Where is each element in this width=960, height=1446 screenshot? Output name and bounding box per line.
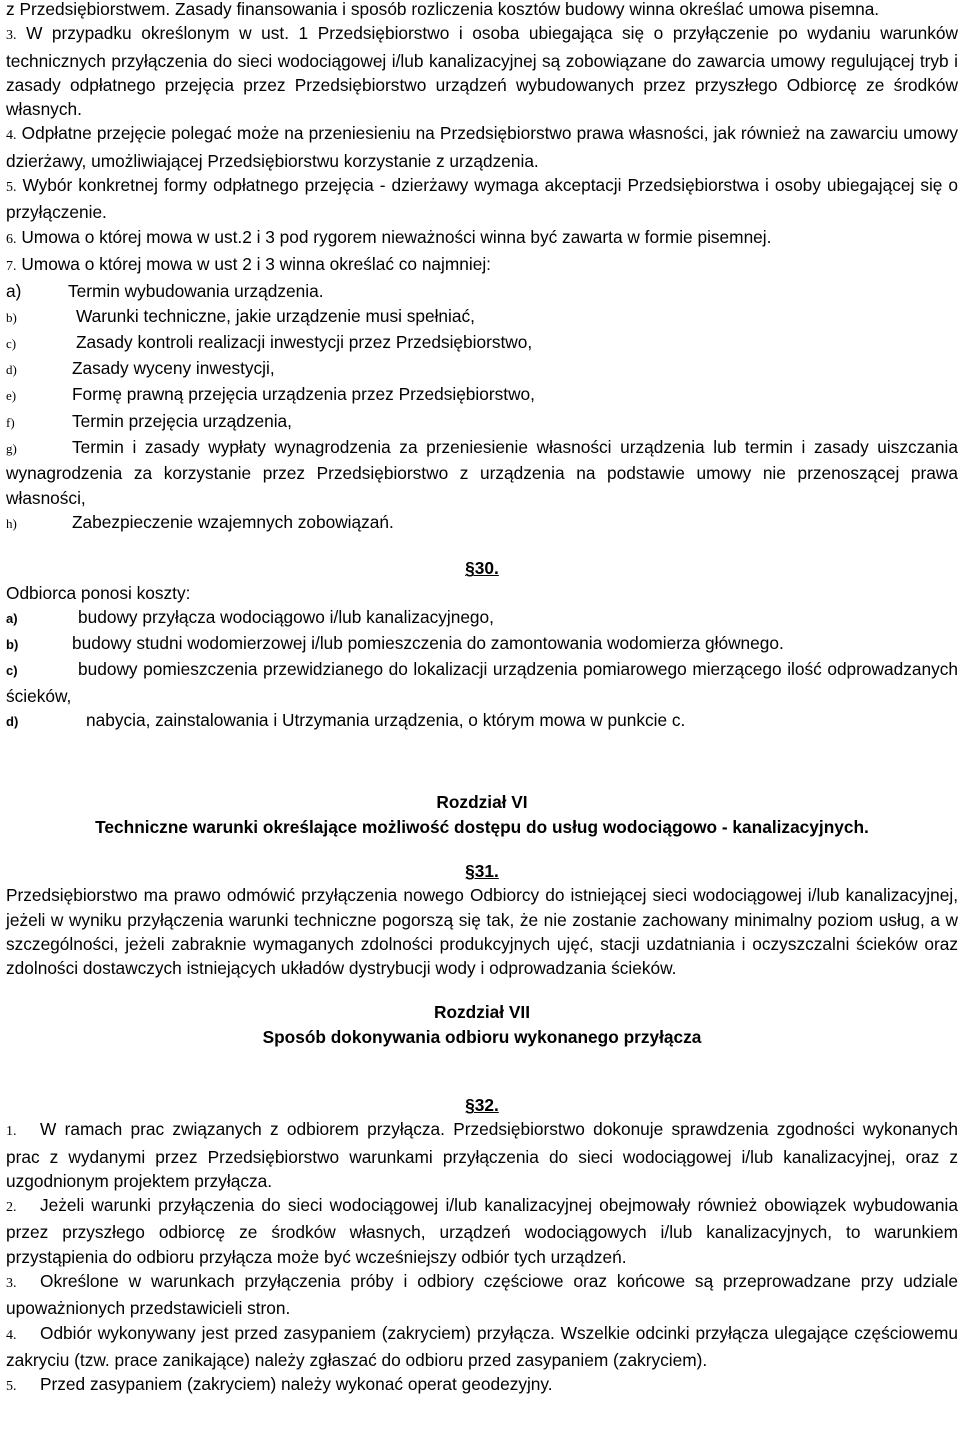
paragraph-text: Wybór konkretnej formy odpłatnego przejęcia - dzierżawy wymaga akceptacji Przedsiębiorstwa i osoby ubiegającej się o przyłączenie. <box>6 175 958 223</box>
numbered-point <box>6 1372 958 1399</box>
list-item <box>6 409 958 435</box>
list-text: Zasady wyceny inwestycji, <box>72 358 275 379</box>
paragraph-text: W przypadku określonym w ust. 1 Przedsiębiorstwo i osoba ubiegająca się o przyłączenie po wydaniu warunków technicznych przyłączenia do sieci wodociągowej i/lub kanalizacyjnej są zobowiązane do zawarcia umowy regulującej tryb i zasady odpłatnego przejęcia przez Przedsiębiorstwo urządzeń wybudowanych przez przyszłego Odbiorcę ze środków własnych. <box>6 23 958 120</box>
paragraph-number: 3. <box>6 28 17 44</box>
numbered-point <box>6 1269 958 1321</box>
paragraph-continuation: z Przedsiębiorstwem. Zasady finansowania i sposób rozliczenia kosztów budowy winna określać umowa pisemna. <box>6 0 880 19</box>
paragraph-text: Określone w warunkach przyłączenia próby i odbiory częściowe oraz końcowe są przeprowadzane przy udziale upoważnionych przedstawicieli stron. <box>6 1271 958 1319</box>
list-text: Termin wybudowania urządzenia. <box>68 281 324 302</box>
list-label: g) <box>6 441 17 457</box>
paragraph-text: Odpłatne przejęcie polegać może na przeniesieniu na Przedsiębiorstwo prawa własności, jak również na zawarciu umowy dzierżawy, umożliwiającej Przedsiębiorstwu korzystanie z urządzenia. <box>6 123 958 171</box>
chapter-title: Sposób dokonywania odbioru wykonanego przyłącza <box>262 1026 702 1047</box>
paragraph-text: Przed zasypaniem (zakryciem) należy wykonać operat geodezyjny. <box>40 1374 553 1395</box>
list-text: Zasady kontroli realizacji inwestycji przez Przedsiębiorstwo, <box>76 331 533 352</box>
paragraph-text: Odbiór wykonywany jest przed zasypaniem (zakryciem) przyłącza. Wszelkie odcinki przyłącza ulegające częściowemu zakryciu (tzw. prace zanikające) należy zgłaszać do odbioru przed zasypaniem (zakryciem). <box>6 1322 958 1370</box>
paragraph-number: 4. <box>6 1327 17 1343</box>
list-item <box>6 279 958 303</box>
paragraph-text: Jeżeli warunki przyłączenia do sieci wodociągowej i/lub kanalizacyjnej obejmowały również obowiązek wybudowania przez przyszłego odbiorcę ze środków własnych, urządzeń wodociągowych i/lub kanalizacyjnych, to warunkiem przystąpienia do odbioru przyłącza może być wcześniejszy odbiór tych urządzeń. <box>6 1195 958 1267</box>
list-item <box>6 605 958 631</box>
list-item <box>6 708 958 734</box>
list-item <box>6 657 958 708</box>
list-label: c) <box>6 663 18 679</box>
list-label: a) <box>6 281 22 302</box>
numbered-point <box>6 1193 958 1269</box>
section-heading-31: §31. <box>465 860 499 881</box>
paragraph-number: 7. <box>6 258 17 274</box>
list-text: budowy studni wodomierzowej i/lub pomieszczenia do zamontowania wodomierza głównego. <box>72 633 784 654</box>
paragraph-number: 1. <box>6 1124 17 1140</box>
list-text: Warunki techniczne, jakie urządzenie musi spełniać, <box>76 305 475 326</box>
numbered-point <box>6 1117 958 1193</box>
paragraph-number: 6. <box>6 231 17 247</box>
section-heading-32: §32. <box>465 1094 499 1115</box>
paragraph-text: Umowa o której mowa w ust 2 i 3 winna określać co najmniej: <box>21 253 491 274</box>
list-text: budowy pomieszczenia przewidzianego do lokalizacji urządzenia pomiarowego mierzącego ilość odprowadzanych ścieków, <box>6 659 958 706</box>
list-item <box>6 304 958 330</box>
paragraph-number: 2. <box>6 1200 17 1216</box>
list-item <box>6 330 958 356</box>
paragraph-text: Umowa o której mowa w ust.2 i 3 pod rygorem nieważności winna być zawarta w formie pisemnej. <box>21 226 772 247</box>
section-intro: Odbiorca ponosi koszty: <box>6 582 191 603</box>
list-label: a) <box>6 610 18 626</box>
numbered-point <box>6 1321 958 1373</box>
paragraph-4 <box>6 121 958 173</box>
list-item <box>6 631 958 657</box>
list-text: budowy przyłącza wodociągowo i/lub kanalizacyjnego, <box>78 606 494 627</box>
list-label: e) <box>6 388 17 404</box>
list-label: h) <box>6 515 17 531</box>
paragraph-number: 3. <box>6 1276 17 1292</box>
paragraph-7 <box>6 252 958 279</box>
section-heading-30: §30. <box>465 558 499 579</box>
list-label: d) <box>6 714 19 730</box>
paragraph-6 <box>6 225 958 252</box>
chapter-title: Techniczne warunki określające możliwość dostępu do usług wodociągowo - kanalizacyjnych. <box>95 816 869 837</box>
paragraph-number: 5. <box>6 180 17 196</box>
paragraph-5 <box>6 173 958 225</box>
list-item <box>6 510 958 536</box>
section-text: Przedsiębiorstwo ma prawo odmówić przyłączenia nowego Odbiorcy do istniejącej sieci wodociągowej i/lub kanalizacyjnej, jeżeli w wyniku przyłączenia warunki techniczne pogorszą się tak, że nie zostanie zachowany minimalny poziom usług, a w szczególności, jeżeli zabraknie wymaganych zdolności produkcyjnych ujęć, stacji uzdatniania i oczyszczalni ścieków oraz zdolności dostawczych istniejących układów dystrybucji wody i odprowadzania ścieków. <box>6 885 958 979</box>
paragraph-number: 4. <box>6 128 17 144</box>
list-text: Termin przejęcia urządzenia, <box>72 410 292 431</box>
list-text: Zabezpieczenie wzajemnych zobowiązań. <box>72 511 394 532</box>
paragraph-3 <box>6 21 958 121</box>
list-label: b) <box>6 637 19 653</box>
list-item <box>6 382 958 408</box>
list-text: Termin i zasady wypłaty wynagrodzenia za przeniesienie własności urządzenia lub termin i zasady uiszczania wynagrodzenia za korzystanie przez Przedsiębiorstwo z urządzenia na podstawie umowy nie przenoszącej prawa własności, <box>6 437 958 508</box>
list-item <box>6 435 958 510</box>
list-label: d) <box>6 362 17 378</box>
chapter-heading: Rozdział VII <box>433 1002 531 1023</box>
paragraph-number: 5. <box>6 1379 17 1395</box>
list-item <box>6 356 958 382</box>
list-text: nabycia, zainstalowania i Utrzymania urządzenia, o którym mowa w punkcie c. <box>86 710 686 731</box>
list-label: c) <box>6 335 17 351</box>
list-label: b) <box>6 309 17 325</box>
list-text: Formę prawną przejęcia urządzenia przez Przedsiębiorstwo, <box>72 384 535 405</box>
paragraph-text: W ramach prac związanych z odbiorem przyłącza. Przedsiębiorstwo dokonuje sprawdzenia zgodności wykonanych prac z wydanymi przez Przedsiębiorstwo warunkami przyłączenia do sieci wodociągowej i/lub kanalizacyjnej, oraz z uzgodnionym projektem przyłącza. <box>6 1119 958 1191</box>
chapter-heading: Rozdział VI <box>436 792 528 813</box>
list-label: f) <box>6 414 15 430</box>
